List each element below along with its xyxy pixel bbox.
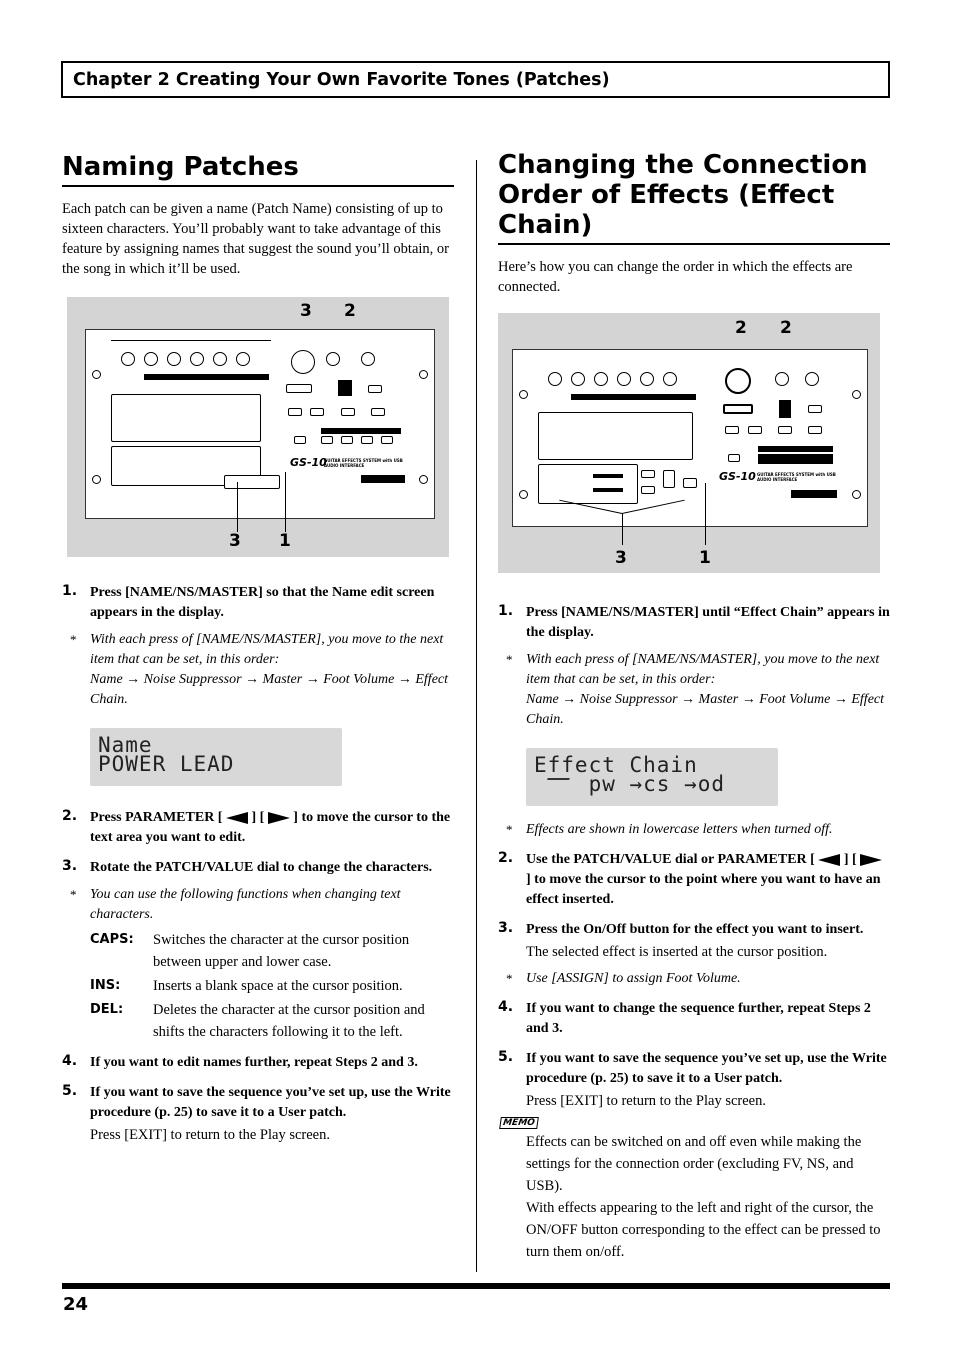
step-number: 1. xyxy=(62,583,78,599)
parameter-buttons xyxy=(286,384,312,393)
device-subtitle: GUITAR EFFECTS SYSTEM with USB AUDIO INTERFACE xyxy=(324,458,403,468)
system-button xyxy=(808,426,822,434)
lcd-line-1: Effect Chain xyxy=(534,753,698,777)
callout-label: 3 xyxy=(229,531,241,551)
step-text: If you want to change the sequence further, repeat Steps 2 and 3. xyxy=(526,1001,871,1036)
callout-label: 2 xyxy=(344,301,356,321)
step-number: 4. xyxy=(62,1053,78,1069)
step-number: 2. xyxy=(498,850,514,866)
step-number: 2. xyxy=(62,808,78,824)
function-row xyxy=(90,999,454,1043)
section-title: Naming Patches xyxy=(62,150,454,187)
screw-icon xyxy=(419,370,428,379)
gain-knob-icon xyxy=(548,372,562,386)
function-key: CAPS: xyxy=(90,932,134,947)
direct-patch-button xyxy=(321,436,333,444)
level-knob-icon xyxy=(236,352,250,366)
step-text xyxy=(90,808,454,848)
left-arrow-icon xyxy=(818,854,840,866)
lcd-line-2 xyxy=(534,772,770,796)
cosm-logo xyxy=(791,490,837,498)
gain-knob-icon xyxy=(121,352,135,366)
note-asterisk: * xyxy=(70,887,77,902)
step-2 xyxy=(62,808,454,848)
step-text-part: ] to move the cursor to the text area you want to edit. xyxy=(90,810,451,845)
speaker-button xyxy=(808,405,822,413)
parameter-buttons xyxy=(723,404,753,414)
input-select-button xyxy=(683,478,697,488)
step-1 xyxy=(498,603,890,643)
screw-icon xyxy=(852,390,861,399)
system-button xyxy=(371,408,385,416)
lcd-display xyxy=(526,748,778,806)
step-subtext: Press [EXIT] to return to the Play screen. xyxy=(90,1127,330,1143)
lcd-line-2: POWER LEAD xyxy=(98,752,235,776)
bass-knob-icon xyxy=(571,372,585,386)
exit-button xyxy=(725,426,739,434)
note-text: Name → Noise Suppressor → Master → Foot Volume → Effect Chain. xyxy=(526,692,885,727)
note-text: You can use the following functions when changing text characters. xyxy=(90,887,401,922)
note-text: Use [ASSIGN] to assign Foot Volume. xyxy=(526,971,741,986)
screw-icon xyxy=(519,490,528,499)
step-text: If you want to save the sequence you’ve set up, use the Write procedure (p. 25) to save it to a User patch. xyxy=(90,1085,451,1120)
note-text: With each press of [NAME/NS/MASTER], you move to the next item that can be set, in this order: xyxy=(90,632,444,667)
footer-rule xyxy=(62,1283,890,1289)
direct-patch-buttons xyxy=(758,454,833,464)
output-level-knob-icon xyxy=(805,372,819,386)
middle-knob-icon xyxy=(167,352,181,366)
chain-arrow-icon xyxy=(593,488,623,492)
function-row xyxy=(90,929,454,973)
function-desc: Switches the character at the cursor position between upper and lower case. xyxy=(153,932,410,970)
step-subtext: Press [EXIT] to return to the Play screen. xyxy=(526,1093,766,1109)
device-figure xyxy=(67,297,449,557)
direct-patch-button xyxy=(361,436,373,444)
presence-knob-icon xyxy=(213,352,227,366)
speaker-button xyxy=(368,385,382,393)
step-number: 3. xyxy=(498,920,514,936)
note-asterisk: * xyxy=(506,971,513,986)
step-number: 5. xyxy=(62,1083,78,1099)
callout-label: 1 xyxy=(699,548,711,568)
memo-paragraph: With effects appearing to the left and right of the cursor, the ON/OFF button corresponding to the effect can be pressed to turn them on/off. xyxy=(526,1200,881,1260)
model-logo: GS-10 xyxy=(290,456,327,469)
step-number: 5. xyxy=(498,1049,514,1065)
function-list xyxy=(90,929,454,1043)
screw-icon xyxy=(852,490,861,499)
right-arrow-icon xyxy=(268,812,290,824)
step-text: Press [NAME/NS/MASTER] until “Effect Chain” appears in the display. xyxy=(526,605,890,640)
direct-patch-button xyxy=(341,436,353,444)
lcd-line-2-text: pw →cs →od xyxy=(534,772,726,796)
screw-icon xyxy=(92,370,101,379)
level-knob-icon xyxy=(663,372,677,386)
meter-button xyxy=(778,426,792,434)
step-text-part: Use the PATCH/VALUE dial or PARAMETER [ xyxy=(526,852,815,867)
step-text: Rotate the PATCH/VALUE dial to change the characters. xyxy=(90,860,433,875)
callout-label: 2 xyxy=(735,318,747,338)
step-text-part: ] to move the cursor to the point where you want to have an effect inserted. xyxy=(526,872,881,907)
note xyxy=(62,885,454,925)
lcd-display xyxy=(90,728,342,786)
right-arrow-icon xyxy=(860,854,882,866)
column-divider xyxy=(476,160,477,1272)
channel-select-bar xyxy=(571,394,696,400)
screw-icon xyxy=(519,390,528,399)
fx-button xyxy=(641,486,655,494)
step-subtext: The selected effect is inserted at the cursor position. xyxy=(526,944,828,960)
patch-value-dial-icon xyxy=(291,350,315,374)
effects-section xyxy=(111,394,261,442)
direct-patch-bar xyxy=(321,428,401,434)
page-number: 24 xyxy=(63,1294,89,1315)
step-text-part: Press PARAMETER [ xyxy=(90,810,223,825)
function-row xyxy=(90,975,454,997)
fx-button xyxy=(641,470,655,478)
left-arrow-icon xyxy=(226,812,248,824)
channel-select-bar xyxy=(144,374,269,380)
device-figure xyxy=(498,313,880,573)
chapter-header xyxy=(61,61,890,98)
cursor-glyph-icon xyxy=(544,778,570,788)
naming-patches-section xyxy=(62,150,454,1145)
note-asterisk: * xyxy=(506,822,513,837)
cosm-logo xyxy=(361,475,405,483)
note-text: Name → Noise Suppressor → Master → Foot Volume → Effect Chain. xyxy=(90,672,449,707)
step-text: If you want to edit names further, repeat Steps 2 and 3. xyxy=(90,1055,418,1070)
step-5 xyxy=(62,1083,454,1145)
memo-box xyxy=(498,1119,890,1263)
step-text: If you want to save the sequence you’ve set up, use the Write procedure (p. 25) to save it to a User patch. xyxy=(526,1051,887,1086)
function-desc: Deletes the character at the cursor position and shifts the characters following it to the left. xyxy=(153,1002,425,1040)
step-4 xyxy=(62,1053,454,1073)
note xyxy=(62,630,454,710)
step-3 xyxy=(498,920,890,962)
step-number: 1. xyxy=(498,603,514,619)
step-4 xyxy=(498,999,890,1039)
direct-patch-bar xyxy=(758,446,833,452)
note xyxy=(498,969,890,989)
step-3 xyxy=(62,858,454,878)
tuner-button xyxy=(728,454,740,462)
presence-knob-icon xyxy=(640,372,654,386)
screw-icon xyxy=(92,475,101,484)
step-number: 3. xyxy=(62,858,78,874)
patch-value-dial-icon xyxy=(725,368,751,394)
note-text: Effects are shown in lowercase letters when turned off. xyxy=(526,822,833,837)
model-logo: GS-10 xyxy=(719,470,756,483)
callout-label: 3 xyxy=(300,301,312,321)
meter-button xyxy=(341,408,355,416)
section-title: Changing the Connection Order of Effects (Effect Chain) xyxy=(498,150,890,245)
direct-patch-button xyxy=(381,436,393,444)
callout-label: 3 xyxy=(615,548,627,568)
note xyxy=(498,820,890,840)
name-button-highlight xyxy=(779,400,791,418)
lcd-line-1: Name xyxy=(98,733,153,757)
note-asterisk: * xyxy=(506,652,513,667)
bass-knob-icon xyxy=(144,352,158,366)
effects-section xyxy=(538,412,693,460)
write-button xyxy=(748,426,762,434)
chapter-title: Chapter 2 Creating Your Own Favorite Tones (Patches) xyxy=(73,70,610,90)
eq-button xyxy=(663,470,675,488)
memo-icon: MEMO xyxy=(499,1117,538,1129)
write-button xyxy=(310,408,324,416)
tuner-button xyxy=(294,436,306,444)
exit-button xyxy=(288,408,302,416)
input-select-buttons xyxy=(224,475,280,489)
step-text xyxy=(526,850,890,910)
name-button-highlight xyxy=(338,380,352,396)
step-text: Press [NAME/NS/MASTER] so that the Name edit screen appears in the display. xyxy=(90,585,435,620)
master-knob-icon xyxy=(326,352,340,366)
function-key: DEL: xyxy=(90,1002,124,1017)
device-subtitle: GUITAR EFFECTS SYSTEM with USB AUDIO INTERFACE xyxy=(757,472,836,482)
step-text: Press the On/Off button for the effect you want to insert. xyxy=(526,922,864,937)
treble-knob-icon xyxy=(190,352,204,366)
function-desc: Inserts a blank space at the cursor position. xyxy=(153,978,403,994)
effects-list-box xyxy=(538,464,638,504)
callout-label: 2 xyxy=(780,318,792,338)
memo-paragraph: Effects can be switched on and off even while making the settings for the connection order (excluding FV, NS, and USB). xyxy=(526,1134,862,1194)
effect-chain-section xyxy=(498,150,890,1263)
output-level-knob-icon xyxy=(361,352,375,366)
note-asterisk: * xyxy=(70,632,77,647)
step-5 xyxy=(498,1049,890,1111)
chain-arrow-icon xyxy=(593,474,623,478)
intro-paragraph: Here’s how you can change the order in which the effects are connected. xyxy=(498,259,853,295)
treble-knob-icon xyxy=(617,372,631,386)
step-text-part: ] [ xyxy=(251,810,265,825)
device-panel xyxy=(85,329,435,519)
note xyxy=(498,650,890,730)
screw-icon xyxy=(419,475,428,484)
step-number: 4. xyxy=(498,999,514,1015)
function-key: INS: xyxy=(90,978,121,993)
step-2 xyxy=(498,850,890,910)
note-text: With each press of [NAME/NS/MASTER], you move to the next item that can be set, in this order: xyxy=(526,652,880,687)
intro-paragraph: Each patch can be given a name (Patch Name) consisting of up to sixteen characters. You’ll probably want to take advantage of this feature by assigning names that suggest the sound you’ll obtain, or the song in which it’ll be used. xyxy=(62,201,449,277)
step-1 xyxy=(62,583,454,623)
middle-knob-icon xyxy=(594,372,608,386)
step-text-part: ] [ xyxy=(843,852,857,867)
master-knob-icon xyxy=(775,372,789,386)
callout-label: 1 xyxy=(279,531,291,551)
